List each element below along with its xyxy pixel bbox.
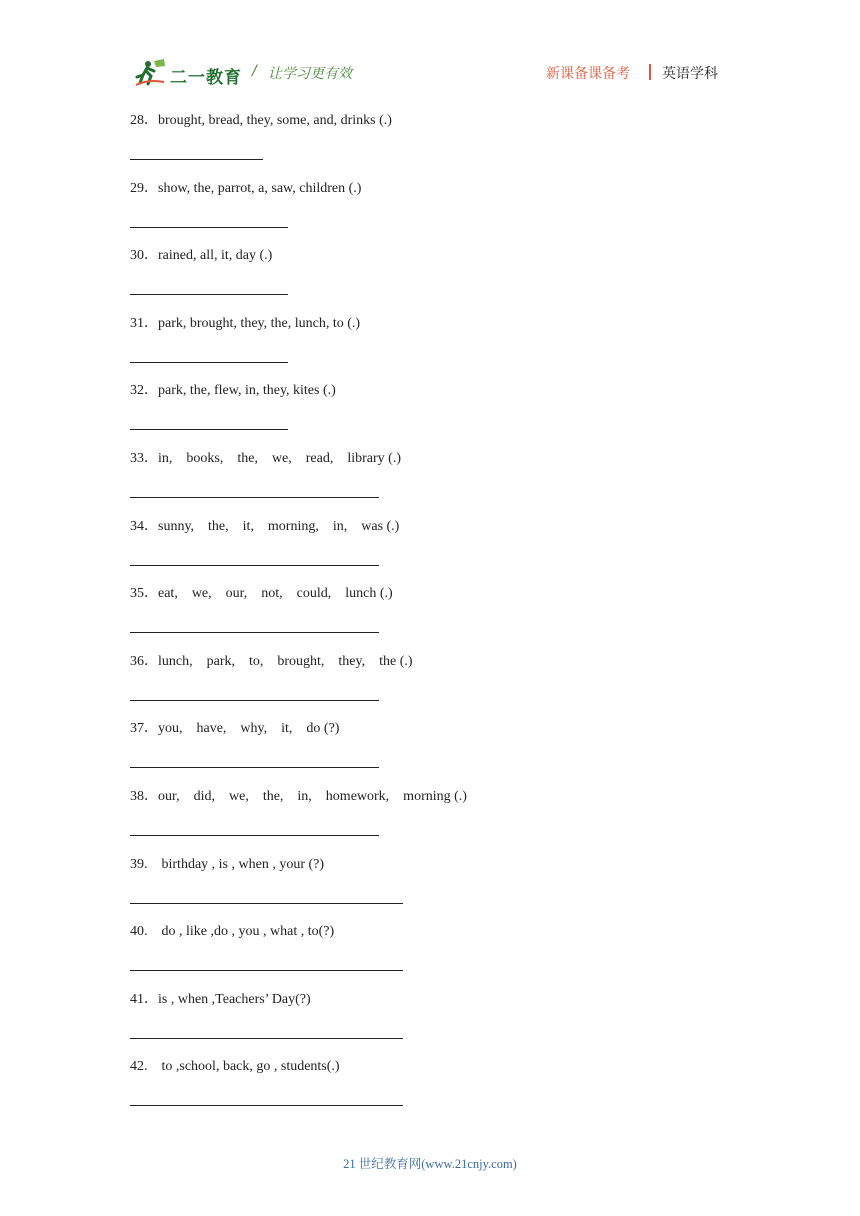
question-item [130, 923, 730, 991]
question-text: 37．you, have, why, it, do (?) [130, 721, 340, 737]
question-text: 41．is , when ,Teachers’ Day(?) [130, 991, 311, 1007]
answer-line[interactable] [130, 632, 379, 633]
logo-text: 二一教育 [170, 68, 242, 88]
question-list [130, 112, 730, 1126]
answer-line[interactable] [130, 1105, 403, 1106]
answer-line[interactable] [130, 835, 379, 836]
question-item [130, 991, 730, 1059]
answer-line[interactable] [130, 497, 379, 498]
question-item [130, 518, 730, 586]
question-item [130, 1058, 730, 1126]
slogan: 让学习更有效 [268, 66, 352, 82]
question-item [130, 382, 730, 450]
question-text: 38．our, did, we, the, in, homework, morning (.) [130, 788, 467, 804]
question-item [130, 112, 730, 180]
answer-line[interactable] [130, 970, 403, 971]
logo [134, 56, 244, 90]
question-item [130, 180, 730, 248]
header-divider [649, 64, 651, 80]
question-text: 42. to ,school, back, go , students(.) [130, 1059, 340, 1075]
answer-line[interactable] [130, 767, 379, 768]
answer-line[interactable] [130, 429, 288, 430]
header-subject: 英语学科 [662, 66, 718, 82]
question-text: 31．park, brought, they, the, lunch, to (.) [130, 315, 361, 331]
answer-line[interactable] [130, 362, 288, 363]
answer-line[interactable] [130, 159, 263, 160]
answer-line[interactable] [130, 565, 379, 566]
question-text: 32．park, the, flew, in, they, kites (.) [130, 383, 336, 399]
question-item [130, 788, 730, 856]
answer-line[interactable] [130, 700, 379, 701]
runner-logo-icon [134, 58, 168, 88]
slogan-slash: / [252, 63, 257, 79]
page-footer: 21 世纪教育网(www.21cnjy.com) [343, 1157, 517, 1171]
question-item [130, 450, 730, 518]
question-text: 33．in, books, the, we, read, library (.) [130, 450, 401, 466]
question-text: 40. do , like ,do , you , what , to(?) [130, 924, 335, 940]
question-text: 30．rained, all, it, day (.) [130, 248, 273, 264]
question-text: 34．sunny, the, it, morning, in, was (.) [130, 518, 400, 534]
question-item [130, 720, 730, 788]
answer-line[interactable] [130, 1038, 403, 1039]
answer-line[interactable] [130, 227, 288, 228]
question-item [130, 247, 730, 315]
question-text: 36．lunch, park, to, brought, they, the (.) [130, 653, 413, 669]
question-text: 28．brought, bread, they, some, and, drinks (.) [130, 113, 392, 128]
question-text: 39. birthday , is , when , your (?) [130, 856, 325, 872]
page-header [130, 56, 726, 92]
answer-line[interactable] [130, 903, 403, 904]
question-item [130, 856, 730, 924]
question-item [130, 315, 730, 383]
answer-line[interactable] [130, 294, 288, 295]
question-item [130, 653, 730, 721]
question-text: 35．eat, we, our, not, could, lunch (.) [130, 586, 393, 602]
question-item [130, 585, 730, 653]
header-tag-prep: 新课备课备考 [546, 66, 630, 82]
question-text: 29．show, the, parrot, a, saw, children (.) [130, 180, 362, 196]
